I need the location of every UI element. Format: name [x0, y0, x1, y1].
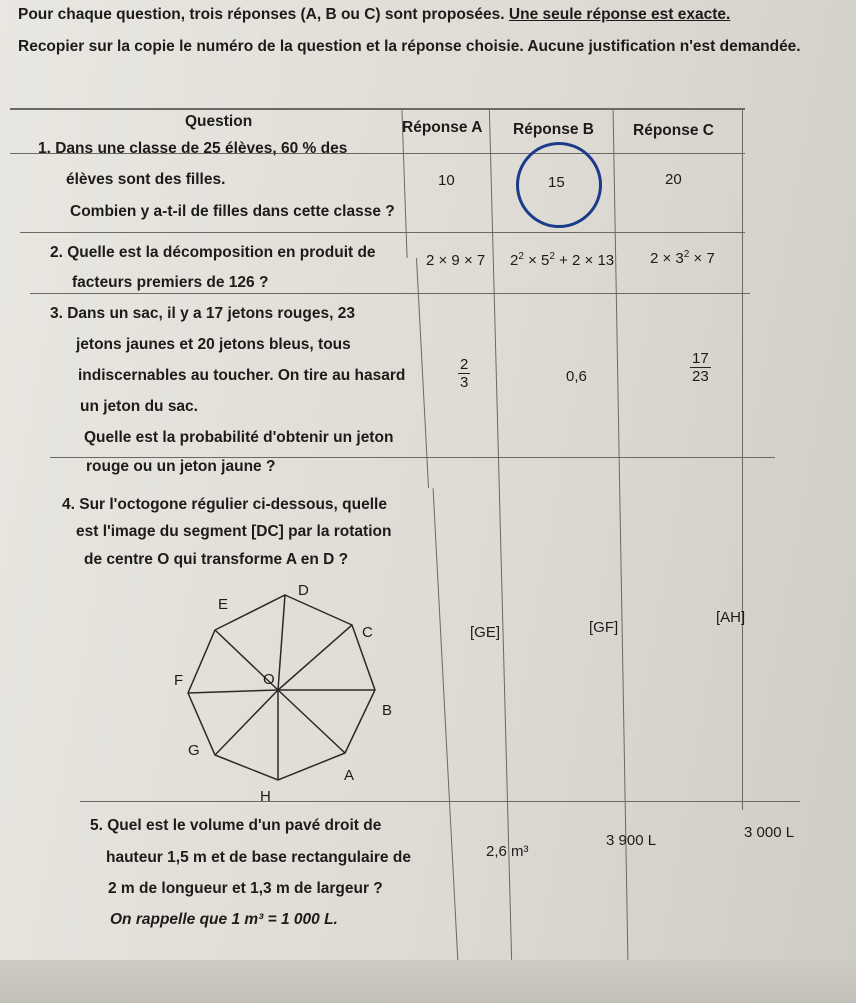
q5-line-1: 5. Quel est le volume d'un pavé droit de [90, 817, 382, 834]
column-divider [433, 488, 459, 962]
q3-answer-c-den: 23 [692, 368, 709, 385]
header-question: Question [185, 113, 253, 130]
q3-answer-c [690, 350, 711, 385]
q4-line-1: 4. Sur l'octogone régulier ci-dessous, quelle [62, 496, 387, 513]
octagon-figure [160, 575, 420, 805]
radius-of [188, 690, 278, 693]
point-f-label: F [174, 672, 184, 689]
instructions-underlined: Une seule réponse est exacte. [508, 6, 731, 23]
radius-oc [278, 625, 352, 690]
q3-line-4: un jeton du sac. [80, 398, 198, 415]
page-shadow [0, 960, 856, 1003]
point-e-label: E [218, 596, 229, 613]
q3-line-3: indiscernables au toucher. On tire au hasard [78, 367, 406, 384]
answer-circle-mark [516, 142, 602, 228]
q4-answer-b: [GF] [589, 619, 619, 636]
q3-answer-a [458, 356, 470, 391]
point-g-label: G [188, 742, 200, 759]
q2-answer-a: 2 × 9 × 7 [426, 252, 486, 269]
q3-answer-c-num: 17 [692, 350, 709, 367]
instructions [18, 4, 838, 68]
radius-oa [278, 690, 345, 753]
q5-line-3: 2 m de longueur et 1,3 m de largeur ? [108, 880, 383, 897]
q5-line-2: hauteur 1,5 m et de base rectangulaire de [106, 849, 411, 866]
q5-answer-b: 3 900 L [606, 832, 657, 849]
point-a-label: A [344, 767, 355, 784]
header-reponse-c: Réponse C [633, 122, 714, 139]
q3-line-6: rouge ou un jeton jaune ? [86, 458, 276, 475]
header-reponse-b: Réponse B [513, 121, 594, 138]
header-reponse-a: Réponse A [402, 119, 483, 136]
instructions-line-1: Pour chaque question, trois réponses (A, B ou C) sont proposées. [18, 6, 505, 23]
q2-answer-c: $2 \times 3^2 \times 7$ [650, 249, 715, 267]
q1-line-2: élèves sont des filles. [66, 171, 226, 188]
q3-line-2: jetons jaunes et 20 jetons bleus, tous [76, 336, 351, 353]
instructions-line-2: Recopier sur la copie le numéro de la question et la réponse choisie. Aucune justification n'est demandée. [18, 38, 801, 55]
q1-answer-a: 10 [438, 172, 455, 189]
table-top-border [10, 108, 745, 110]
q5-answer-c: 3 000 L [744, 824, 795, 841]
q2-line-1: 2. Quelle est la décomposition en produit de [50, 244, 376, 261]
q1-answer-c: 20 [665, 171, 682, 188]
q4-answer-a: [GE] [470, 624, 501, 641]
row-divider [20, 232, 745, 233]
point-b-label: B [382, 702, 393, 719]
column-divider [489, 110, 512, 960]
q2-line-2: facteurs premiers de 126 ? [72, 274, 269, 291]
radius-og [215, 690, 278, 755]
q3-answer-b: 0,6 [566, 368, 587, 385]
q3-line-5: Quelle est la probabilité d'obtenir un jeton [84, 429, 394, 446]
q3-answer-a-num: 2 [460, 356, 469, 373]
point-d-label: D [298, 582, 309, 599]
q4-answer-c: [AH] [716, 609, 746, 626]
point-o-label: O [263, 671, 275, 688]
q3-answer-a-den: 3 [460, 374, 469, 391]
radius-od [278, 595, 285, 690]
q1-answer-b: 15 [548, 174, 565, 191]
q5-line-4: On rappelle que 1 m³ = 1 000 L. [110, 911, 338, 928]
q5-answer-a: 2,6 m³ [486, 843, 529, 860]
q1-line-3: Combien y a-t-il de filles dans cette classe ? [70, 203, 395, 220]
q4-line-2: est l'image du segment [DC] par la rotation [76, 523, 392, 540]
q3-line-1: 3. Dans un sac, il y a 17 jetons rouges, 23 [50, 305, 355, 322]
point-h-label: H [260, 788, 271, 805]
column-divider [742, 110, 743, 810]
q4-line-3: de centre O qui transforme A en D ? [84, 551, 349, 568]
q1-line-1: 1. Dans une classe de 25 élèves, 60 % des [38, 140, 348, 157]
point-c-label: C [362, 624, 373, 641]
q2-answer-b: $2^2 \times 5^2 + 2 \times 13$ [510, 251, 615, 269]
